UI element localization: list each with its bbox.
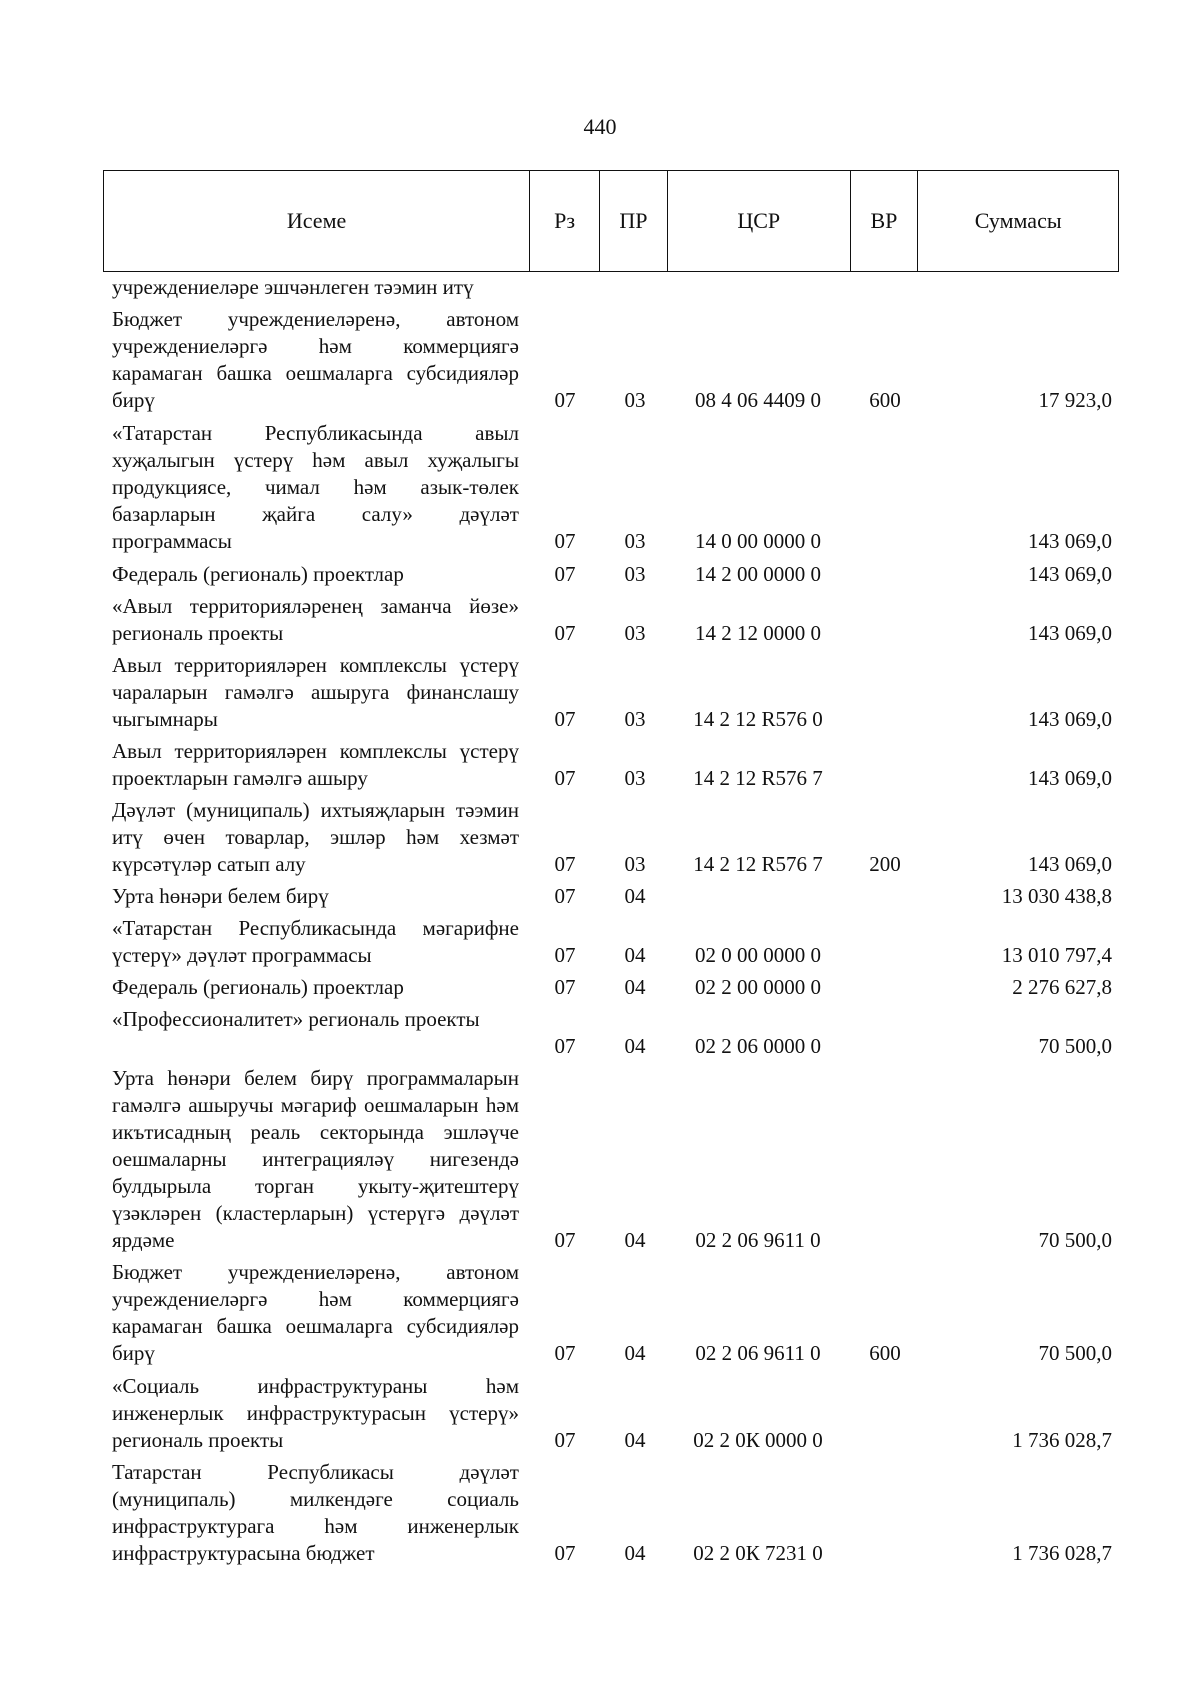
row-csr: 08 4 06 4409 0 — [695, 388, 821, 412]
row-name: Федераль (региональ) проектлар — [112, 562, 404, 586]
row-pr: 03 — [624, 529, 646, 553]
row-sum: 1 736 028,7 — [1012, 1428, 1112, 1452]
row-name: Авыл территорияләрен комплекслы үстерү чараларын гамәлгә ашыруга финанслашу чыгымнары — [112, 653, 519, 731]
row-csr: 14 2 12 R576 0 — [693, 707, 823, 731]
row-pr: 04 — [624, 1034, 646, 1058]
row-vr: 600 — [869, 1341, 901, 1365]
row-rz: 07 — [554, 975, 576, 999]
row-rz: 07 — [554, 1341, 576, 1365]
row-name: Бюджет учреждениеләренә, автоном учреждениеләргә һәм коммерциягә карамаган башка оешмаларга субсидияләр бирү — [112, 307, 519, 412]
row-csr: 02 0 00 0000 0 — [695, 943, 821, 967]
row-pr: 03 — [624, 707, 646, 731]
row-csr: 14 2 12 R576 7 — [693, 766, 823, 790]
row-name: Федераль (региональ) проектлар — [112, 975, 404, 999]
row-rz: 07 — [554, 621, 576, 645]
row-sum: 143 069,0 — [1028, 707, 1112, 731]
row-name: Бюджет учреждениеләренә, автоном учреждениеләргә һәм коммерциягә карамаган башка оешмаларга субсидияләр бирү — [112, 1260, 519, 1365]
row-vr: 200 — [869, 852, 901, 876]
row-rz: 07 — [554, 1034, 576, 1058]
row-pr: 04 — [624, 943, 646, 967]
row-vr: 600 — [869, 388, 901, 412]
row-rz: 07 — [554, 884, 576, 908]
table-header — [103, 170, 1119, 272]
row-sum: 143 069,0 — [1028, 529, 1112, 553]
row-csr: 02 2 00 0000 0 — [695, 975, 821, 999]
header-name: Исеме — [104, 171, 530, 271]
row-csr: 14 0 00 0000 0 — [695, 529, 821, 553]
row-rz: 07 — [554, 1228, 576, 1252]
row-sum: 2 276 627,8 — [1012, 975, 1112, 999]
row-name: «Социаль инфраструктураны һәм инженерлык инфраструктурасын үстерү» региональ проекты — [112, 1374, 519, 1452]
row-pr: 04 — [624, 1541, 646, 1565]
row-csr: 02 2 0К 0000 0 — [693, 1428, 823, 1452]
row-sum: 70 500,0 — [1038, 1341, 1112, 1365]
row-csr: 14 2 00 0000 0 — [695, 562, 821, 586]
row-rz: 07 — [554, 852, 576, 876]
row-name: Урта һөнәри белем бирү программаларын гамәлгә ашыручы мәгариф оешмаларын һәм икътисадның реаль секторында эшләүче оешмаларны интеграцияләү нигезендә булдырыла торган укыту-җитештерү үзәкләрен (кластерларын) үстерүгә дәүләт ярдәме — [112, 1066, 519, 1252]
row-sum: 143 069,0 — [1028, 852, 1112, 876]
row-sum: 1 736 028,7 — [1012, 1541, 1112, 1565]
row-pr: 03 — [624, 562, 646, 586]
row-pr: 04 — [624, 884, 646, 908]
row-name: Урта һөнәри белем бирү — [112, 884, 329, 908]
row-name: Авыл территорияләрен комплекслы үстерү проектларын гамәлгә ашыру — [112, 739, 519, 790]
row-csr: 02 2 0К 7231 0 — [693, 1541, 823, 1565]
row-sum: 143 069,0 — [1028, 766, 1112, 790]
row-rz: 07 — [554, 943, 576, 967]
header-pr: ПР — [600, 171, 668, 271]
header-sum: Суммасы — [974, 208, 1062, 233]
row-rz: 07 — [554, 1541, 576, 1565]
row-csr: 14 2 12 R576 7 — [693, 852, 823, 876]
row-pr: 04 — [624, 1228, 646, 1252]
row-sum: 13 030 438,8 — [1001, 884, 1112, 908]
row-name: «Татарстан Республикасында авыл хуҗалыгын үстерү һәм авыл хуҗалыгы продукциясе, чимал һәм азык-төлек базарларын җайга салу» дәүләт программасы — [112, 421, 519, 553]
row-name: Дәүләт (муниципаль) ихтыяҗларын тәэмин итү өчен товарлар, эшләр һәм хезмәт күрсәтүләр сатып алу — [112, 798, 519, 876]
row-name: «Авыл территорияләренең заманча йөзе» региональ проекты — [112, 594, 519, 645]
header-vr: ВР — [851, 171, 919, 271]
row-sum: 13 010 797,4 — [1001, 943, 1112, 967]
row-name: «Татарстан Республикасында мәгарифне үстерү» дәүләт программасы — [112, 916, 519, 967]
row-rz: 07 — [554, 1428, 576, 1452]
row-rz: 07 — [554, 766, 576, 790]
row-rz: 07 — [554, 388, 576, 412]
row-csr: 02 2 06 9611 0 — [695, 1228, 821, 1252]
row-csr: 14 2 12 0000 0 — [695, 621, 821, 645]
row-sum: 70 500,0 — [1038, 1034, 1112, 1058]
row-csr: 02 2 06 0000 0 — [695, 1034, 821, 1058]
row-name: учреждениеләре эшчәнлеген тәэмин итү — [112, 275, 474, 299]
row-rz: 07 — [554, 562, 576, 586]
row-rz: 07 — [554, 707, 576, 731]
row-pr: 04 — [624, 975, 646, 999]
row-name: «Профессионалитет» региональ проекты — [112, 1007, 480, 1031]
row-pr: 03 — [624, 388, 646, 412]
row-sum: 143 069,0 — [1028, 621, 1112, 645]
row-sum: 17 923,0 — [1038, 388, 1112, 412]
row-pr: 03 — [624, 766, 646, 790]
page-number: 440 — [583, 114, 617, 139]
row-csr: 02 2 06 9611 0 — [695, 1341, 821, 1365]
row-sum: 143 069,0 — [1028, 562, 1112, 586]
row-pr: 03 — [624, 852, 646, 876]
header-rz: Рз — [530, 171, 600, 271]
row-pr: 03 — [624, 621, 646, 645]
row-sum: 70 500,0 — [1038, 1228, 1112, 1252]
row-pr: 04 — [624, 1428, 646, 1452]
header-csr: ЦСР — [668, 171, 851, 271]
row-rz: 07 — [554, 529, 576, 553]
row-pr: 04 — [624, 1341, 646, 1365]
row-name: Татарстан Республикасы дәүләт (муниципаль) милкендәге социаль инфраструктурага һәм инженерлык инфраструктурасына бюджет — [112, 1460, 519, 1565]
